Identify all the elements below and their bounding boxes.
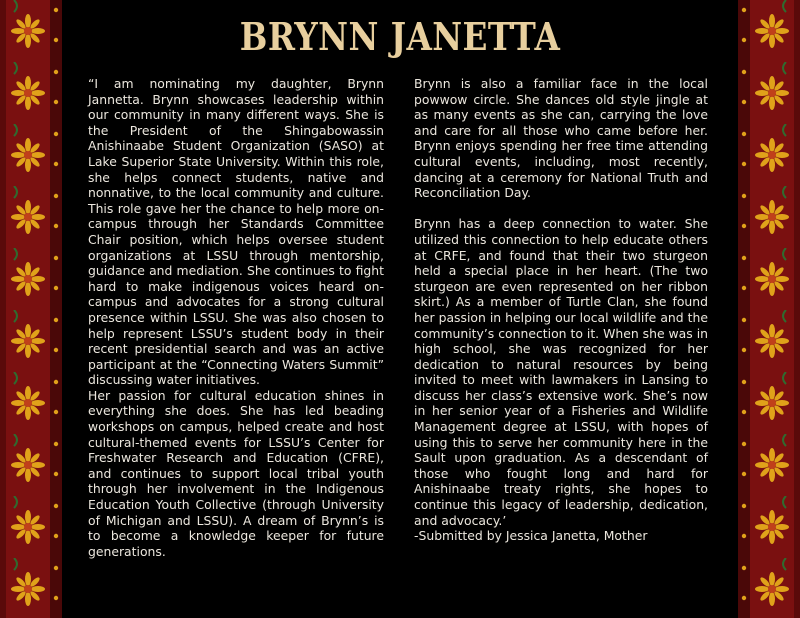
- floral-pattern-icon: [738, 0, 800, 618]
- nomination-paragraph-3: Brynn is also a familiar face in the local powwow circle. She dances old style jingle at as many events as she can, carrying the love and care for all those who came before her. Brynn enjoys spending her free time attending cultural events, including, most recently, dancing at a ceremony for National Truth and Reconciliation Day.: [414, 76, 708, 201]
- nomination-paragraph-2: Her passion for cultural education shines in everything she does. She has led beading workshops on campus, helped create and host cultural-themed events for LSSU’s Center for Freshwater Research and Education (CFRE), and continues to support local tribal youth through her involvement in the Indigenous Education Youth Collective (through University of Michigan and LSSU). A dream of Brynn’s is to become a knowledge keeper for future generations.: [88, 387, 384, 559]
- left-text-column: [88, 76, 384, 559]
- page-title: BRYNN JANETTA: [239, 14, 561, 59]
- right-decorative-border: [738, 0, 800, 618]
- signature-line: -Submitted by Jessica Janetta, Mother: [414, 528, 648, 544]
- left-decorative-border: [0, 0, 62, 618]
- floral-pattern-icon: [0, 0, 62, 618]
- nomination-paragraph-1: “I am nominating my daughter, Brynn Jannetta. Brynn showcases leadership within our community in many different ways. She is the President of the Shingabowassin Anishinaabe Student Organization (SASO) at Lake Superior State University. Within this role, she helps connect students, native and nonnative, to the local community and culture. This role gave her the chance to help more on-campus through her Standards Committee Chair position, which helps oversee student organizations at LSSU through mentorship, guidance and mediation. She continues to fight hard to make indigenous voices heard on-campus and advocates for a strong cultural presence within LSSU. She was also chosen to help represent LSSU’s student body in their recent presidential search and was an active participant at the “Connecting Waters Summit” discussing water initiatives.: [88, 76, 384, 388]
- nomination-paragraph-4: Brynn has a deep connection to water. She utilized this connection to help educate others at CRFE, and found that their two sturgeon held a special place in her heart. (The two sturgeon are even represented on her ribbon skirt.) As a member of Turtle Clan, she found her passion in helping our local wildlife and the community’s connection to it. When she was in high school, she was recognized for her dedication to natural resources by being invited to meet with lawmakers in Lansing to discuss her class’s extensive work. She’s now in her senior year of a Fisheries and Wildlife Management degree at LSSU, with hopes of using this to serve her community here in the Sault upon graduation. As a descendant of those who fought long and hard for Anishinaabe treaty rights, she hopes to continue this legacy of leadership, dedication, and advocacy.’: [414, 216, 708, 528]
- right-text-column: [414, 76, 708, 544]
